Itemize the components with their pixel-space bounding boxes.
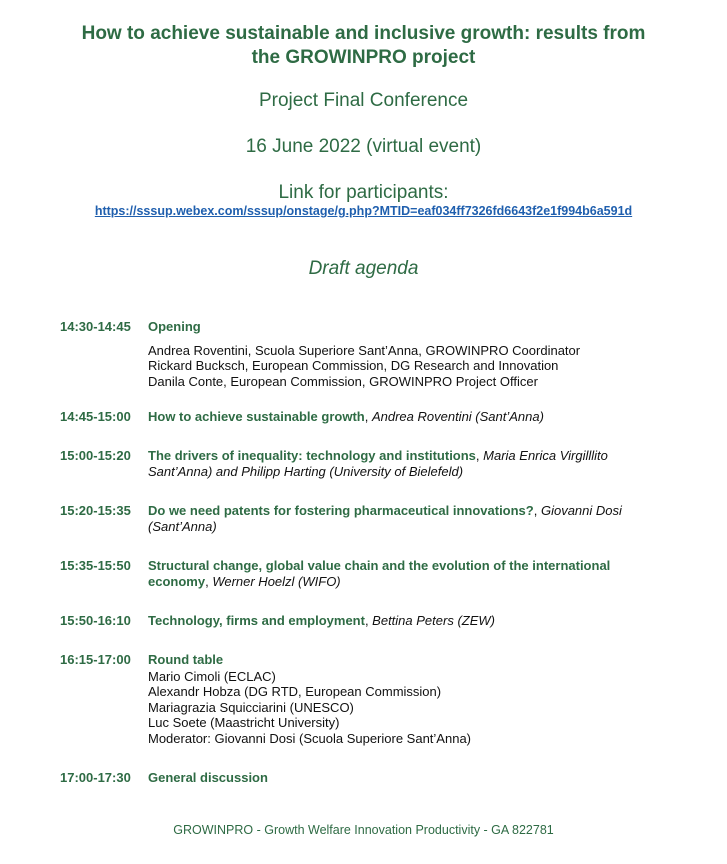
title-line-2: the GROWINPRO project (251, 47, 476, 68)
participant: Danila Conte, European Commission, GROWINPRO Project Officer (148, 373, 538, 389)
agenda-speaker: Werner Hoelzl (WIFO) (212, 573, 341, 589)
participant: Rickard Bucksch, European Commission, DG Research and Innovation (148, 358, 559, 373)
conference-name: Project Final Conference (258, 90, 469, 111)
agenda-time: 15:35-15:50 (60, 558, 131, 573)
agenda-topic: Technology, firms and employment (148, 613, 365, 628)
participants-link[interactable]: https://sssup.webex.com/sssup/onstage/g.php?MTID=eaf034ff7326fd6643f2e1f994b6a591d (94, 204, 633, 218)
agenda-body: The drivers of inequality: technology and institutions, Maria Enrica Virgilllito Sant’Anna) and Philipp Harting (University of Bielefeld) (148, 448, 608, 479)
agenda-body (148, 770, 660, 786)
draft-agenda-heading: Draft agenda (308, 258, 419, 279)
agenda-time: 15:00-15:20 (60, 448, 131, 463)
document-title (30, 22, 697, 70)
agenda-time: 14:45-15:00 (60, 409, 131, 424)
agenda-speaker: Maria Enrica Virgilllito Sant’Anna) and Philipp Harting (University of Bielefeld) (148, 448, 608, 479)
title-line-1: How to achieve sustainable and inclusive growth: results from (81, 23, 646, 44)
agenda-time: 15:50-16:10 (60, 613, 131, 628)
agenda-time: 17:00-17:30 (60, 770, 131, 785)
link-label: Link for participants: (278, 182, 449, 203)
agenda-body: Structural change, global value chain and the evolution of the international economy, Werner Hoelzl (WIFO) (148, 558, 611, 589)
participant: Moderator: Giovanni Dosi (Scuola Superiore Sant’Anna) (148, 730, 472, 746)
agenda-topic: Do we need patents for fostering pharmaceutical innovations? (148, 503, 534, 518)
agenda-topic: The drivers of inequality: technology and institutions (148, 448, 476, 463)
agenda-time: 15:20-15:35 (60, 503, 131, 518)
agenda-body (148, 319, 660, 389)
agenda-time: 14:30-14:45 (60, 319, 131, 334)
agenda-topic: General discussion (148, 770, 268, 785)
agenda-speaker: Giovanni Dosi (Sant’Anna) (148, 503, 622, 534)
agenda-body: How to achieve sustainable growth, Andrea Roventini (Sant’Anna) (148, 409, 544, 424)
agenda-topic: How to achieve sustainable growth (148, 409, 365, 424)
agenda-topic: Structural change, global value chain and the evolution of the international economy (148, 558, 611, 589)
participant: Alexandr Hobza (DG RTD, European Commission) (148, 684, 442, 699)
participant: Andrea Roventini, Scuola Superiore Sant’Anna, GROWINPRO Coordinator (148, 342, 581, 358)
agenda-body (148, 652, 660, 746)
agenda-time: 16:15-17:00 (60, 652, 131, 667)
agenda-speaker: Bettina Peters (ZEW) (372, 613, 495, 628)
event-date: 16 June 2022 (virtual event) (245, 136, 482, 157)
agenda-topic: Opening (148, 319, 201, 334)
page-footer: GROWINPRO - Growth Welfare Innovation Productivity - GA 822781 (173, 823, 554, 837)
agenda-topic: Round table (148, 652, 224, 667)
agenda-speaker: Andrea Roventini (Sant’Anna) (371, 409, 544, 424)
participant-list (148, 669, 660, 747)
agenda-body: Technology, firms and employment, Bettina Peters (ZEW) (148, 613, 495, 628)
participant-list (148, 343, 660, 390)
agenda-body: Do we need patents for fostering pharmaceutical innovations?, Giovanni Dosi (Sant’Anna) (148, 503, 622, 534)
participant: Mariagrazia Squicciarini (UNESCO) (148, 699, 354, 715)
participant: Mario Cimoli (ECLAC) (148, 668, 276, 684)
participant: Luc Soete (Maastricht University) (148, 715, 340, 730)
